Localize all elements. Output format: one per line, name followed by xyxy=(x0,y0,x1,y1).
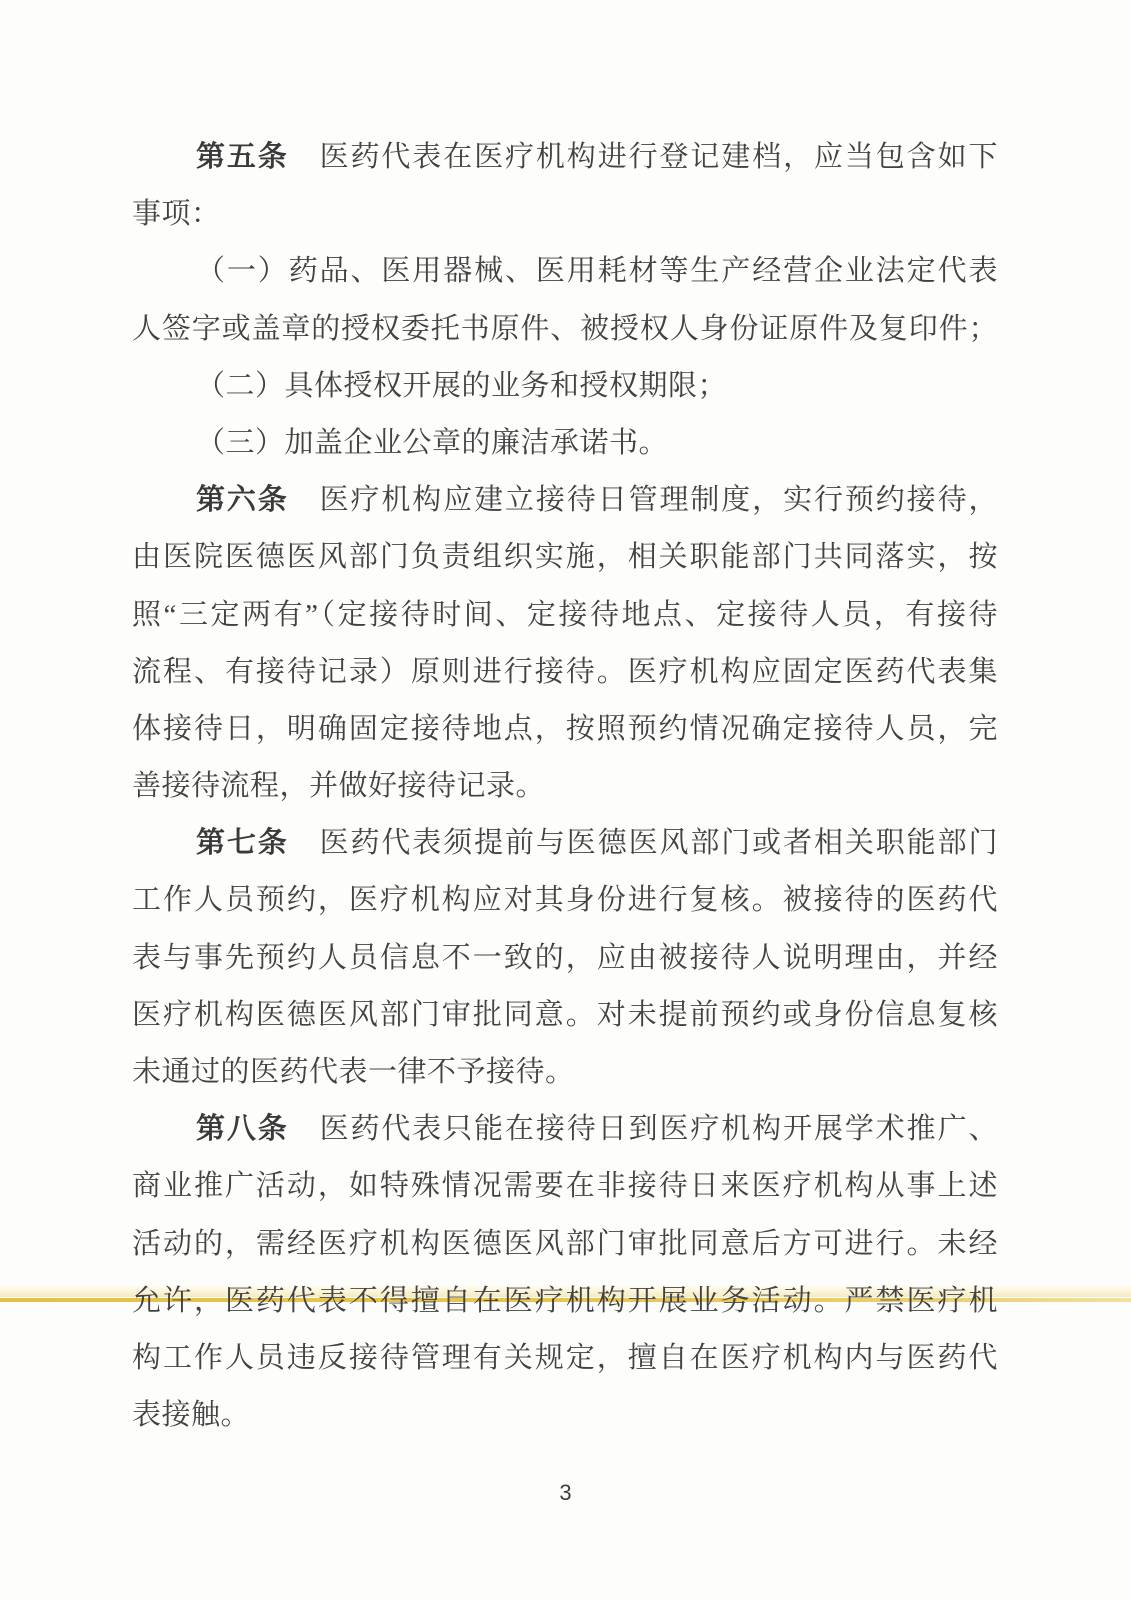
article-8 xyxy=(132,1101,998,1444)
text-line: （一）药品、医用器械、医用耗材等生产经营企业法定代表 xyxy=(196,255,998,288)
text-line: 事项： xyxy=(132,198,221,231)
text-line: 构工作人员违反接待管理有关规定，擅自在医疗机构内与医药代 xyxy=(132,1341,998,1374)
text-line: （三）加盖企业公章的廉洁承诺书。 xyxy=(196,426,669,459)
text-line: 未通过的医药代表一律不予接待。 xyxy=(132,1056,575,1088)
article-heading: 第六条 xyxy=(196,484,289,517)
text-line: 第八条 医药代表只能在接待日到医疗机构开展学术推广、 xyxy=(196,1113,998,1146)
article-5-item-2 xyxy=(132,358,998,415)
text-line: 人签字或盖章的授权委托书原件、被授权人身份证原件及复印件； xyxy=(132,312,998,345)
article-heading: 第七条 xyxy=(196,827,289,860)
article-5-item-3 xyxy=(132,415,998,472)
text-line: 流程、有接待记录）原则进行接待。医疗机构应固定医药代表集 xyxy=(132,655,998,688)
text-line: 医疗机构医德医风部门审批同意。对未提前预约或身份信息复核 xyxy=(132,998,998,1031)
text-line: 体接待日，明确固定接待地点，按照预约情况确定接待人员，完 xyxy=(132,712,998,745)
text-line: 第七条 医药代表须提前与医德医风部门或者相关职能部门 xyxy=(196,827,998,860)
text-line: 表接触。 xyxy=(132,1399,251,1432)
article-heading: 第五条 xyxy=(196,141,289,173)
text-line: 善接待流程，并做好接待记录。 xyxy=(132,770,546,803)
text-line: （二）具体授权开展的业务和授权期限； xyxy=(196,369,728,402)
text-line: 第五条 医药代表在医疗机构进行登记建档，应当包含如下 xyxy=(196,141,998,173)
article-7 xyxy=(132,815,998,1101)
text-line: 活动的，需经医疗机构医德医风部门审批同意后方可进行。未经 xyxy=(132,1227,998,1260)
article-heading: 第八条 xyxy=(196,1113,289,1146)
text-line: 工作人员预约，医疗机构应对其身份进行复核。被接待的医药代 xyxy=(132,884,998,917)
text-line: 允许，医药代表不得擅自在医疗机构开展业务活动。严禁医疗机 xyxy=(132,1284,998,1317)
text-line: 照“三定两有”（定接待时间、定接待地点、定接待人员，有接待 xyxy=(132,598,998,631)
text-line: 商业推广活动，如特殊情况需要在非接待日来医疗机构从事上述 xyxy=(132,1170,998,1203)
article-6 xyxy=(132,472,998,815)
document-body xyxy=(132,129,998,1444)
text-line: 第六条 医疗机构应建立接待日管理制度，实行预约接待， xyxy=(196,484,998,517)
page-number: 3 xyxy=(559,1480,572,1505)
text-line: 表与事先预约人员信息不一致的，应由被接待人说明理由，并经 xyxy=(132,941,998,974)
text-line: 由医院医德医风部门负责组织实施，相关职能部门共同落实，按 xyxy=(132,541,998,574)
article-5-item-1 xyxy=(132,243,998,357)
article-5 xyxy=(132,129,998,243)
